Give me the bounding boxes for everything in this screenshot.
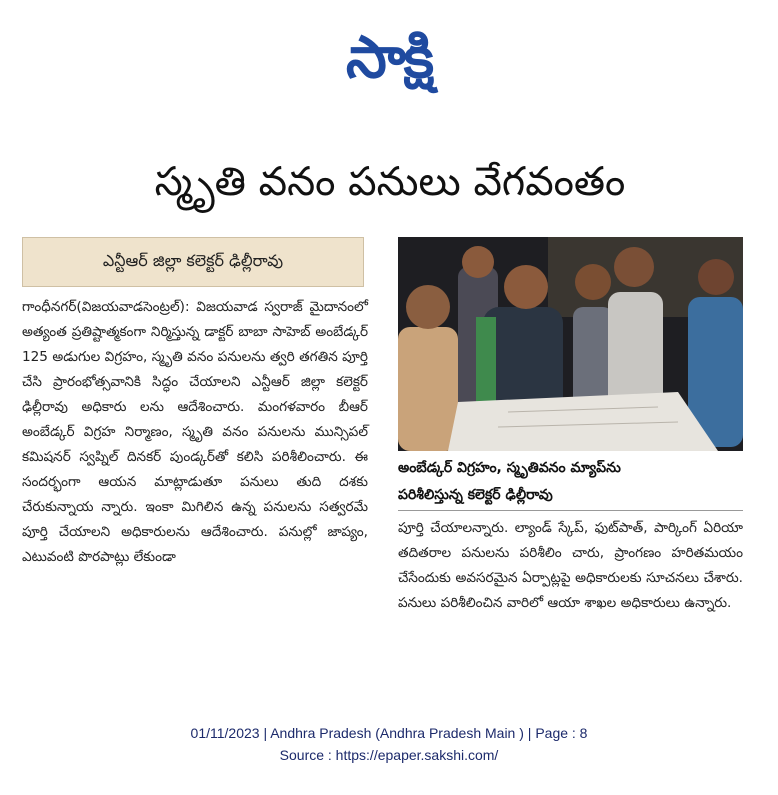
article-kicker: ఎన్టీఆర్ జిల్లా కలెక్టర్ ఢిల్లీరావు bbox=[22, 237, 364, 287]
article-headline: స్మృతి వనం పనులు వేగవంతం bbox=[154, 159, 626, 205]
article-body-right-column bbox=[398, 516, 743, 616]
article-body-right: పూర్తి చేయాలన్నారు. ల్యాండ్ స్కేప్, ఫుట్‌పాత్, పార్కింగ్ ఏరియా తదితరాల పనులను పరిశీలిం చారు, ప్రాంగణం హరితమయం చేసేందుకు అవసరమైన ఏర్పాట్లపై అధికారులకు సూచనలు చేశారు. పనులు పరిశీలించిన వారిలో ఆయా శాఖల అధికారులు ఉన్నారు. bbox=[398, 520, 743, 611]
footer-edition-info: 01/11/2023 | Andhra Pradesh (Andhra Pradesh Main ) | Page : 8 bbox=[190, 725, 588, 741]
masthead bbox=[0, 22, 778, 92]
photo-illustration bbox=[398, 237, 743, 451]
footer-source: Source : https://epaper.sakshi.com/ bbox=[279, 747, 499, 763]
article-photo bbox=[398, 237, 743, 451]
article-body-left-column bbox=[22, 295, 368, 570]
article-body-left: గాంధీనగర్(విజయవాడసెంట్రల్): విజయవాడ స్వరాజ్ మైదానంలో అత్యంత ప్రతిష్టాత్మకంగా నిర్మిస్తున్న డాక్టర్ బాబా సాహెబ్ అంబేడ్కర్ 125 అడుగుల విగ్రహం, స్మృతి వనం పనులను త్వరి తగతిన పూర్తి చేసి ప్రారంభోత్సవానికి సిద్ధం చేయాలని ఎన్టీఆర్ జిల్లా కలెక్టర్ ఢిల్లీరావు అధికారు లను ఆదేశించారు. మంగళవారం బీఆర్ అంబేడ్కర్ విగ్రహ నిర్మాణం, స్మృతి వనం పనులను మున్సిపల్ కమిషనర్ స్వప్నిల్ దినకర్ పుండ్కర్‌తో కలిసి పరిశీలించారు. ఈ సందర్భంగా ఆయన మాట్లాడుతూ పనులు తుది దశకు చేరుకున్నాయ న్నారు. ఇంకా మిగిలిన ఉన్న పనులను సత్వరమే పూర్తి చేయాలని అధికారులను ఆదేశించారు. పనుల్లో జాప్యం, ఎటువంటి పొరపాట్లు లేకుండా bbox=[22, 299, 368, 565]
sakshi-logo: సాక్షి bbox=[345, 23, 433, 91]
photo-caption bbox=[398, 455, 743, 509]
caption-divider bbox=[398, 510, 743, 511]
photo-caption-line-1: అంబేడ్కర్ విగ్రహం, స్మృతివనం మ్యాప్‌ను bbox=[398, 460, 621, 476]
page-footer bbox=[0, 722, 778, 766]
photo-caption-line-2: పరిశీలిస్తున్న కలెక్టర్ ఢిల్లీరావు bbox=[398, 487, 553, 503]
